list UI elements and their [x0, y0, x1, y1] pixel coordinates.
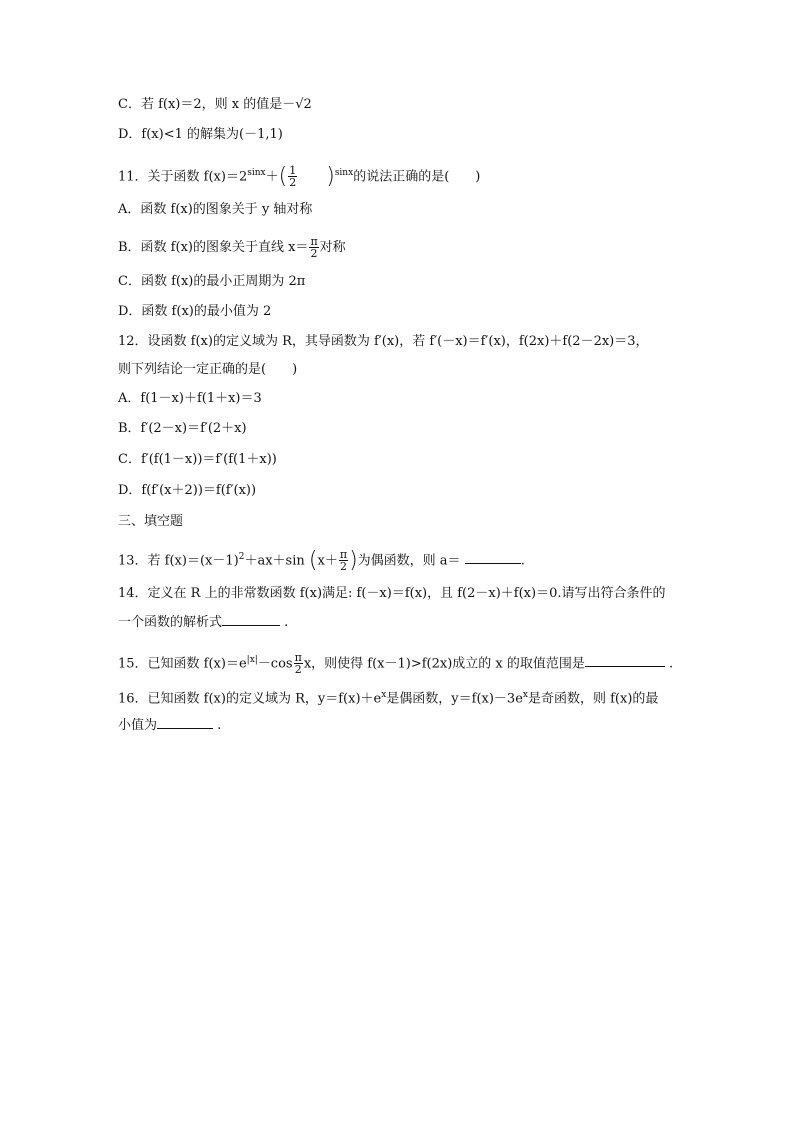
answer-blank: [222, 613, 280, 626]
q11-option-c: C．函数 f(x)的最小正周期为 2π: [118, 274, 306, 289]
question-15: 15．已知函数 $f(x)=e^{|x|}-\cos$ $\frac{\pi}{2}$ x，则使得 f(x－1)>f(2x)成立的 x 的取值范围是 .: [118, 651, 674, 677]
fraction: $\frac{1}{2}$: [289, 164, 297, 190]
q12-option-a: A．f(1－x)＋f(1＋x)＝3: [118, 391, 262, 406]
q11-option-a: A．函数 f(x)的图象关于 y 轴对称: [118, 202, 313, 217]
question-14-line2: 一个函数的解析式 .: [118, 615, 289, 630]
section-heading: 三、填空题: [118, 514, 184, 529]
question-16-line1: 16．已知函数 f(x)的定义域为 R，$y=f(x)+e^x$是偶函数，$y=f(x)-3e^x$是奇函数，则 f(x)的最: [118, 690, 659, 707]
q11-option-d: D．函数 f(x)的最小值为 2: [118, 304, 272, 319]
fraction: $\frac{\pi}{2}$: [310, 235, 318, 260]
answer-blank: [465, 551, 521, 564]
q12-option-d: D．f(f′(x＋2))＝f(f′(x)): [118, 483, 257, 498]
question-12-line1: 12．设函数 f(x)的定义域为 R，其导函数为 f′(x)，若 f′(－x)＝f′(x)，f(2x)＋f(2－2x)＝3，: [118, 334, 649, 349]
q10-option-d: D．f(x)<1 的解集为(－1,1): [118, 127, 283, 142]
fraction: $\frac{\pi}{2}$: [339, 548, 348, 574]
question-16-line2: 小值为 .: [118, 718, 222, 733]
answer-blank: [585, 654, 665, 667]
question-13: 13．若 $f(x)=(x-1)^2+ax+\sin$ (x＋ $\frac{\pi}{2}$ )为偶函数，则 a＝ .: [118, 547, 525, 574]
question-12-line2: 则下列结论一定正确的是( ): [118, 362, 298, 377]
q10-option-c: C．若 f(x)＝2，则 x 的值是－√2: [118, 97, 312, 112]
question-11: 11．关于函数 $f(x)=2^{sinx}+$( $\frac{1}{2}$ )$^{sinx}$的说法正确的是( ): [118, 163, 481, 190]
q12-option-c: C．f′(f(1－x))＝f′(f(1＋x)): [118, 452, 277, 467]
q11-option-b: B．函数 f(x)的图象关于直线 x＝ $\frac{\pi}{2}$ 对称: [118, 235, 346, 260]
question-14-line1: 14．定义在 R 上的非常数函数 f(x)满足: f(－x)＝f(x)，且 f(2－x)＋f(x)＝0.请写出符合条件的: [118, 586, 666, 601]
answer-blank: [157, 716, 213, 729]
q12-option-b: B．f′(2－x)＝f′(2＋x): [118, 421, 247, 436]
fraction: $\frac{\pi}{2}$: [294, 651, 302, 677]
